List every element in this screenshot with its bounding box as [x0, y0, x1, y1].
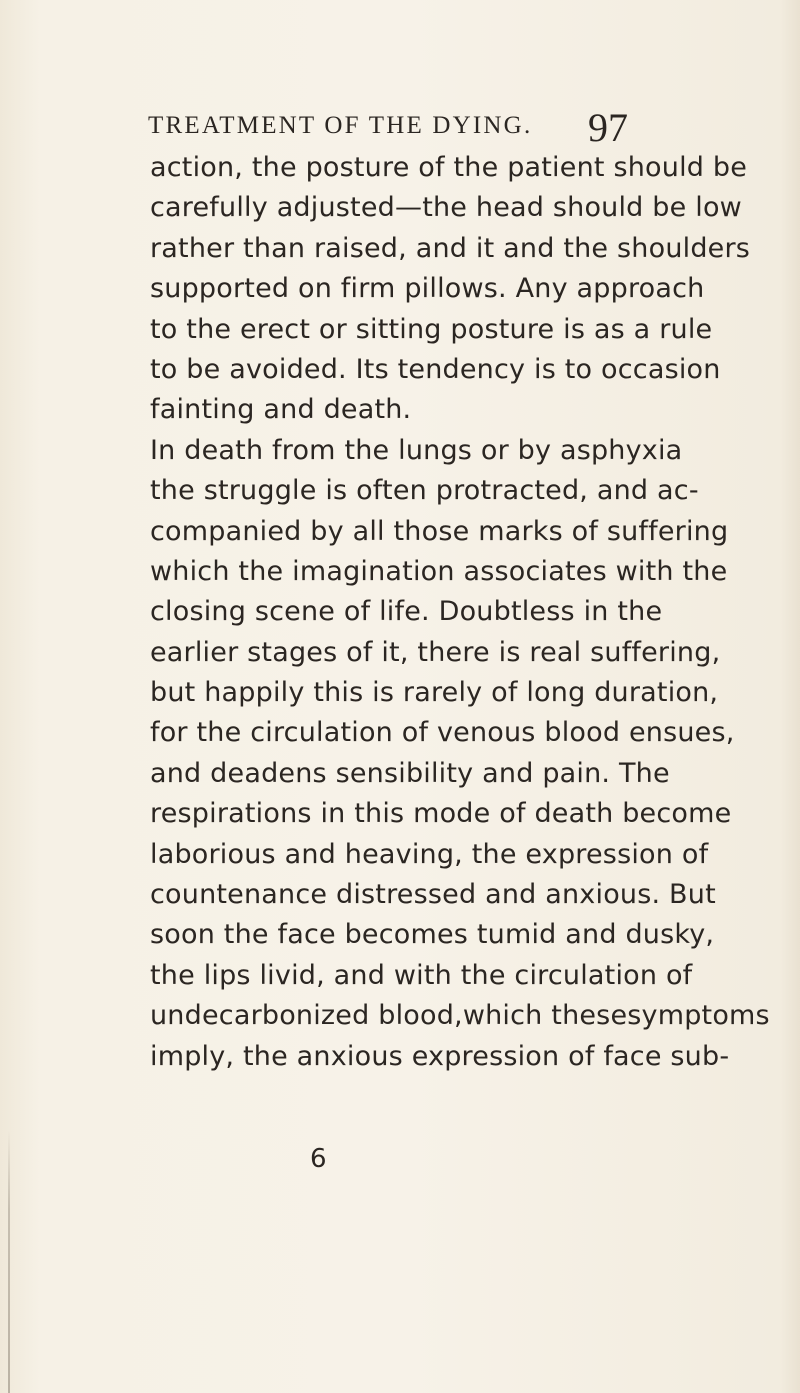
text-line: countenance distressed and anxious. But [150, 879, 716, 911]
text-line: the struggle is often protracted, and ac- [150, 475, 699, 507]
text-line: to the erect or sitting posture is as a rule [150, 313, 713, 345]
running-title: TREATMENT OF THE DYING. [148, 112, 533, 139]
text-line: closing scene of life. Doubtless in the [150, 596, 663, 628]
text-line: earlier stages of it, there is real suffering, [150, 636, 721, 668]
gutter-shadow [8, 1130, 10, 1393]
text-line: fainting and death. [150, 394, 412, 426]
text-line: companied by all those marks of suffering [150, 515, 729, 547]
text-line: respirations in this mode of death become [150, 798, 732, 830]
text-line: undecarbonized blood,which thesesymptoms [150, 1000, 770, 1032]
text-line: supported on firm pillows. Any approach [150, 273, 705, 305]
text-line: imply, the anxious expression of face sub- [150, 1040, 730, 1072]
running-head [148, 102, 668, 152]
body-text [150, 148, 770, 1077]
text-line: laborious and heaving, the expression of [150, 838, 709, 870]
page-number: 97 [588, 105, 628, 150]
text-line: to be avoided. Its tendency is to occasion [150, 353, 721, 385]
text-line: action, the posture of the patient should be [150, 152, 748, 183]
text-line: rather than raised, and it and the shoulders [150, 232, 751, 264]
text-line: which the imagination associates with the [150, 555, 728, 587]
text-line: In death from the lungs or by asphyxia [150, 434, 683, 466]
text-line: but happily this is rarely of long duration, [150, 677, 719, 709]
text-line: soon the face becomes tumid and dusky, [150, 919, 715, 951]
signature-mark: 6 [310, 1144, 327, 1174]
text-line: carefully adjusted—the head should be low [150, 192, 742, 224]
text-line: for the circulation of venous blood ensues, [150, 717, 735, 749]
text-line: and deadens sensibility and pain. The [150, 757, 670, 789]
text-line: the lips livid, and with the circulation of [150, 959, 693, 991]
